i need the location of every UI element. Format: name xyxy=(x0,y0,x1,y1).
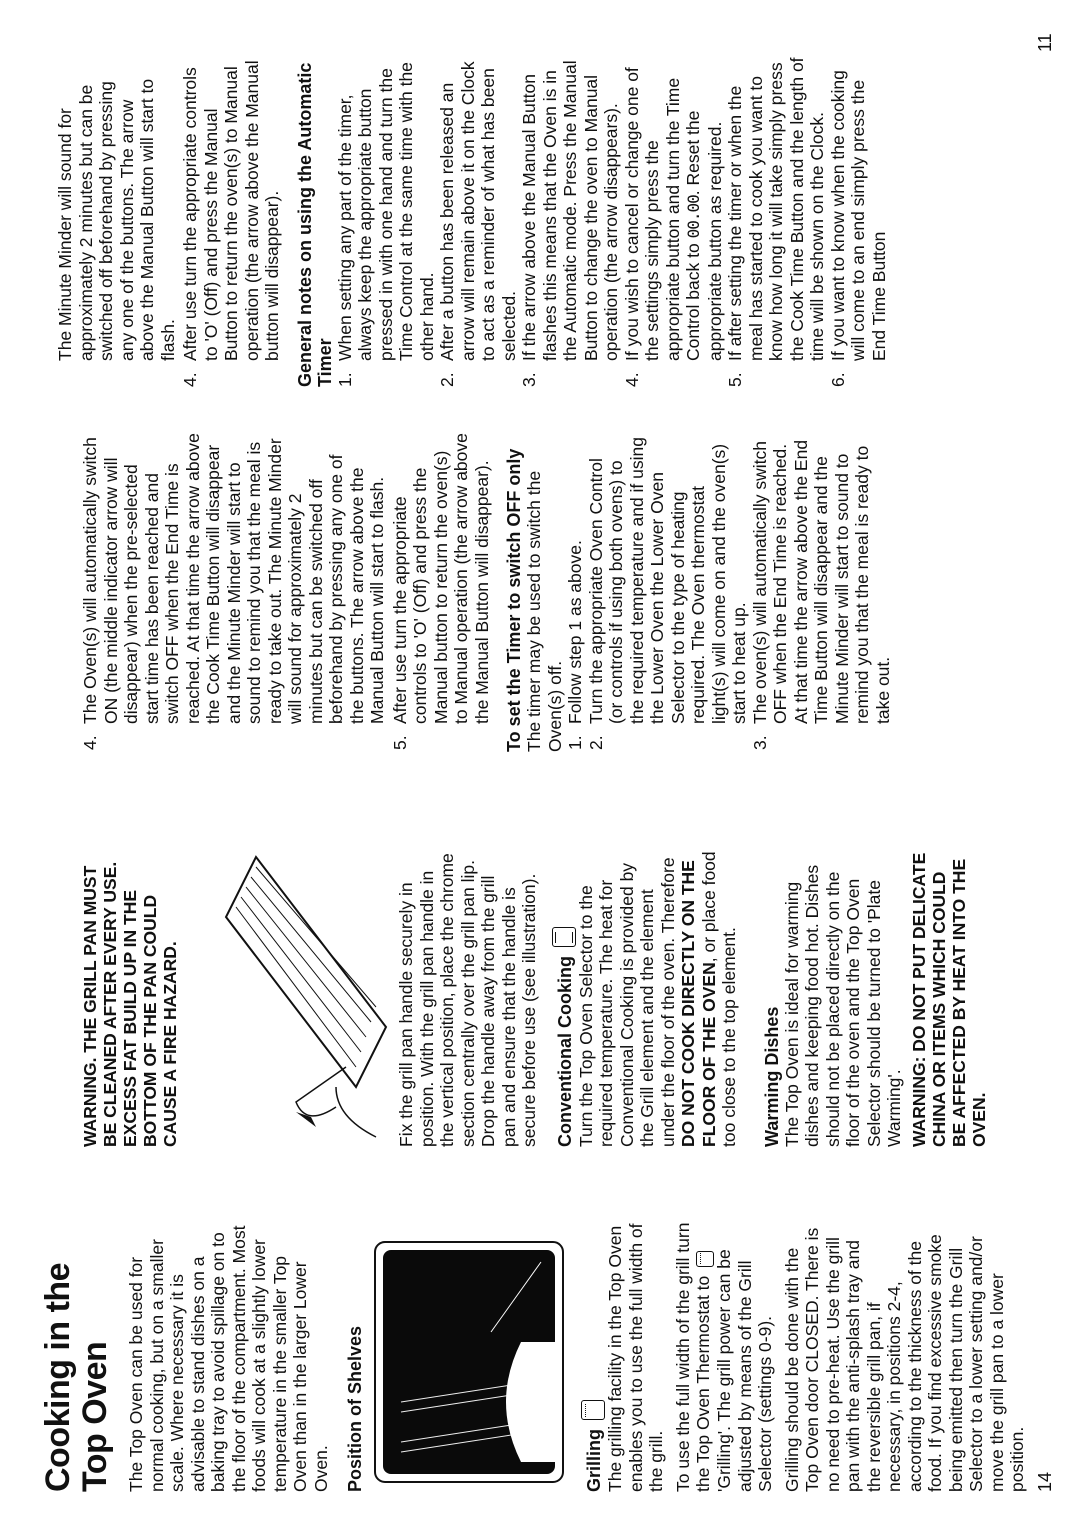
conventional-text-b: , or place food too close to the top element. xyxy=(698,851,739,1147)
left-page-column-2 xyxy=(80,847,989,1147)
note-number: 6. xyxy=(827,372,848,387)
grilling-paragraph-3: Grilling should be done with the Top Oven door CLOSED. There is no need to pre-heat. Use the grill pan with the anti-splash tray and the reversible grill pan, if necessary, in positions 2-4, according to the thickness of the food. If you find excessive smoke being emitted then turn the Grill Selector to a lower setting and/or move the grill pan to a lower position. xyxy=(781,1227,1027,1492)
intro-paragraph: The Top Oven can be used for normal cooking, but on a smaller scale. Where necessary it is advisable to stand dishes on a baking tray to avoid spillage on to the floor of the compartment. Most foods will cook at a slightly lower temperature in the smaller Top Oven than in the larger Lower Oven. xyxy=(126,1225,331,1492)
grill-symbol-icon xyxy=(581,1400,605,1420)
note-text xyxy=(622,57,726,361)
grilling-heading-text: Grilling xyxy=(584,1429,604,1492)
step-text: Turn the appropriate Oven Control (or controls if using both ovens) to the required temperature and if using the Lower Oven the Lower Oven Selector to the type of heating required. The Oven thermostat light(s) will come on and the oven(s) start to heat up. xyxy=(585,437,749,724)
list-item xyxy=(180,57,283,387)
warming-warning: WARNING: DO NOT PUT DELICATE CHINA OR ITEMS WHICH COULD BE AFFECTED BY HEAT INTO THE OVEN. xyxy=(908,852,989,1147)
note-number: 5. xyxy=(725,372,745,387)
grilling-paragraph-1: The grilling facility in the Top Oven enables you to use the full width of the grill. xyxy=(605,1223,666,1492)
step-number: 4. xyxy=(180,372,200,387)
list-item xyxy=(335,57,438,387)
timer-off-heading: To set the Timer to switch OFF only xyxy=(504,448,524,752)
timer-off-steps xyxy=(565,432,893,752)
grill-pan-handle-icon xyxy=(186,847,396,1147)
oven-shelves-illustration xyxy=(371,1222,571,1492)
step-text: After use turn the appropriate controls to 'O' (Off) and press the Manual button to return the oven(s) to Manual operation (the arrow above the Manual Button will disappear). xyxy=(389,433,492,724)
floor-warning-bold: DO NOT COOK DIRECTLY ON THE FLOOR OF THE OVEN xyxy=(678,860,719,1147)
page-title xyxy=(40,1222,114,1492)
note-number: 2. xyxy=(437,372,457,387)
step-number: 4. xyxy=(80,735,100,750)
list-item xyxy=(828,57,890,387)
conventional-heading-text: Conventional Cooking xyxy=(554,956,575,1147)
clock-display-value: 00.00 xyxy=(684,195,703,239)
list-item xyxy=(725,57,828,387)
grill-symbol-icon xyxy=(696,1251,714,1267)
title-line-1: Cooking in the xyxy=(39,1262,77,1492)
conventional-text-a: Turn the Top Oven Selector to the required temperature. The heat for Conventional Cooking is provided by the Grill element and the element under the floor of the oven. Therefore xyxy=(575,857,678,1147)
step-number: 1. xyxy=(565,735,585,750)
step-number: 2. xyxy=(585,735,606,750)
list-item xyxy=(437,57,519,387)
step-text: The oven(s) will automatically switch OFF when the End Time is reached. At that time the arrow above the End Time Button will disappear and the Minute Minder will start to sound to remind you that the meal is ready to take out. xyxy=(749,439,893,724)
right-page-column-1 xyxy=(80,432,893,752)
note-text: If you want to know when the cooking will come to an end simply press the End Time Button xyxy=(827,70,889,361)
list-item xyxy=(750,432,894,752)
timer-steps-continued xyxy=(80,432,492,752)
note-text-a: If you wish to cancel or change one of the settings simply press the appropriate button and turn the Time Control back to xyxy=(621,67,703,361)
page-number-right: 11 xyxy=(1035,33,1055,52)
list-item xyxy=(586,432,750,752)
grilling-p2-text-a: To use the full width of the grill turn the Top Oven Thermostat to xyxy=(672,1222,713,1492)
warming-paragraph: The Top Oven is ideal for warming dishes and keeping food hot. Dishes should not be placed directly on the floor of the oven and the Top Oven Selector should be turned to 'Plate Warming'. xyxy=(781,864,904,1147)
list-item xyxy=(80,432,388,752)
grilling-heading xyxy=(581,1222,605,1492)
conventional-paragraph xyxy=(576,847,740,1147)
step-number: 3. xyxy=(749,735,770,750)
left-page-column-1 xyxy=(40,1222,1028,1492)
grill-pan-warning: WARNING. THE GRILL PAN MUST BE CLEANED AFTER EVERY USE. EXCESS FAT BUILD UP IN THE BOTTOM OF THE PAN COULD CAUSE A FIRE HAZARD. xyxy=(80,861,180,1147)
shelves-heading: Position of Shelves xyxy=(345,1325,365,1492)
conventional-heading xyxy=(552,847,576,1147)
note-text: If after setting the timer or when the meal has started to cook you want to know how long it will take simply press the Cook Time Button and the length of time will be shown on the Clock. xyxy=(725,57,827,361)
note-number: 1. xyxy=(334,372,355,387)
list-item xyxy=(519,57,622,387)
note-number: 4. xyxy=(621,372,642,387)
warming-heading: Warming Dishes xyxy=(761,1006,782,1147)
general-notes-heading: General notes on using the Automatic Timer xyxy=(294,62,335,387)
general-notes-list xyxy=(335,57,890,387)
note-text: After a button has been released an arrow will remain above it on the Clock to act as a reminder of what has been selected. xyxy=(437,61,519,361)
list-item xyxy=(390,432,493,752)
note-number: 3. xyxy=(519,372,539,387)
minute-minder-continuation: The Minute Minder will sound for approximately 2 minutes but can be switched off beforehand by pressing any one of the buttons. The arrow above the Manual Button will start to flash. xyxy=(55,78,178,361)
timer-off-intro: The timer may be used to switch the Oven(s) off. xyxy=(524,470,565,752)
conventional-symbol-icon xyxy=(552,927,576,947)
page-number-left: 14 xyxy=(1035,1471,1055,1492)
note-text-b: . Reset the appropriate button as required. xyxy=(683,110,725,361)
step-text: The Oven(s) will automatically switch ON (the middle indicator arrow will disappear) when the pre-selected start time has been reached and switch OFF when the End Time is reached. At that time the arrow above the Cook Time Button will disappear and the Minute Minder will start to sound to remind you that the meal is ready to take out. The Minute Minder will sound for approximately 2 minutes but can be switched off beforehand by pressing any one of the buttons. The arrow above the Manual Button will start to flash. xyxy=(80,433,387,724)
note-text: If the arrow above the Manual Button flashes this means that the Oven is in the Automatic mode. Press the Manual Button to change the oven to Manual operation (the arrow disappears). xyxy=(519,60,621,361)
note-text: When setting any part of the timer, always keep the appropriate button pressed in with one hand and turn the Time Control at the same time with the other hand. xyxy=(334,62,437,361)
grilling-paragraph-2 xyxy=(673,1222,776,1492)
list-item xyxy=(565,432,586,752)
right-page-column-2 xyxy=(55,57,889,387)
step-number: 5. xyxy=(389,735,410,750)
title-line-2: Top Oven xyxy=(76,1341,114,1492)
step-text: After use turn the appropriate controls to 'O' (Off) and press the Manual Button to return the oven(s) to Manual operation (the arrow above the Manual button will disappear). xyxy=(180,60,282,361)
step-text: Follow step 1 as above. xyxy=(565,540,585,724)
list-item xyxy=(622,57,726,387)
grill-pan-illustration xyxy=(186,847,396,1147)
grilling-p2-text-b: 'Grilling'. The grill power can be adjusted by means of the Grill Selector (settings 0-9). xyxy=(714,1249,775,1492)
grill-pan-paragraph: Fix the grill pan handle securely in position. With the grill pan handle in the vertical position, place the chrome section centrally over the grill pan lip. Drop the handle away from the grill pan and ensure that the handle is secure before use (see illustration). xyxy=(396,853,539,1147)
oven-interior-icon xyxy=(371,1222,571,1492)
